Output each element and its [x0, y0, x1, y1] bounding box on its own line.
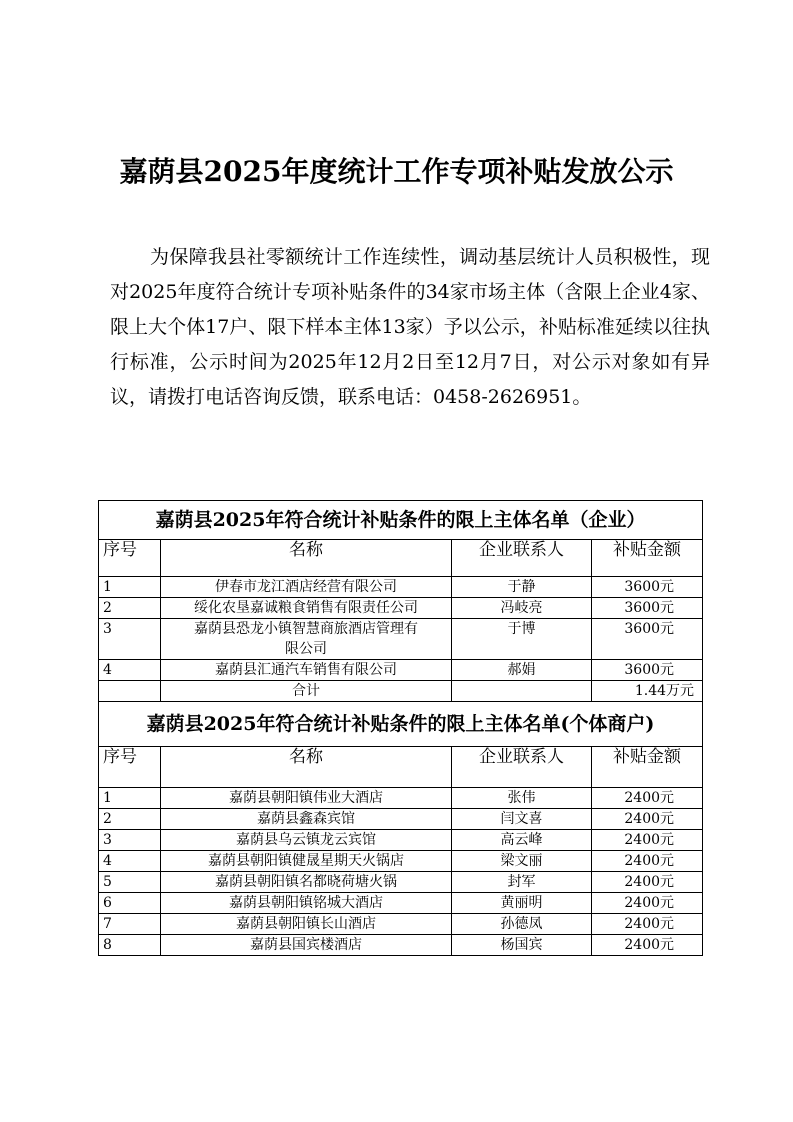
row-contact: 黄丽明 [452, 893, 592, 914]
row-name: 嘉荫县朝阳镇名都晓荷塘火锅 [161, 872, 452, 893]
row-amount: 2400元 [592, 809, 703, 830]
table2-header-name: 名称 [161, 747, 452, 788]
row-name: 嘉荫县汇通汽车销售有限公司 [161, 660, 452, 681]
table-row [99, 872, 703, 893]
row-amount: 3600元 [592, 660, 703, 681]
table-row [99, 851, 703, 872]
row-contact: 梁文丽 [452, 851, 592, 872]
row-contact: 高云峰 [452, 830, 592, 851]
row-contact: 孙德凤 [452, 914, 592, 935]
row-amount: 3600元 [592, 619, 703, 660]
row-contact: 杨国宾 [452, 935, 592, 956]
table-row [99, 660, 703, 681]
row-contact: 冯岐亮 [452, 598, 592, 619]
row-amount: 3600元 [592, 577, 703, 598]
row-amount: 2400元 [592, 851, 703, 872]
row-name: 嘉荫县鑫森宾馆 [161, 809, 452, 830]
row-contact: 于博 [452, 619, 592, 660]
row-no: 3 [99, 619, 161, 660]
table-row [99, 577, 703, 598]
row-name: 嘉荫县国宾楼酒店 [161, 935, 452, 956]
table1-header-name: 名称 [161, 540, 452, 577]
row-name: 绥化农垦嘉诚粮食销售有限责任公司 [161, 598, 452, 619]
row-name: 嘉荫县朝阳镇健晟星期天火锅店 [161, 851, 452, 872]
row-no: 1 [99, 788, 161, 809]
row-no: 8 [99, 935, 161, 956]
total-contact-cell [452, 681, 592, 702]
subsidy-table-body [99, 501, 703, 956]
table-row [99, 914, 703, 935]
table1-header-row [99, 540, 703, 577]
table2-title-row [99, 702, 703, 747]
total-no-cell [99, 681, 161, 702]
table2-header-row [99, 747, 703, 788]
table-row [99, 619, 703, 660]
row-amount: 2400元 [592, 788, 703, 809]
table-row [99, 598, 703, 619]
row-contact: 张伟 [452, 788, 592, 809]
table2-header-no: 序号 [99, 747, 161, 788]
row-amount: 2400元 [592, 893, 703, 914]
row-no: 5 [99, 872, 161, 893]
table1-total-row [99, 681, 703, 702]
row-amount: 2400元 [592, 935, 703, 956]
table2-header-amount: 补贴金额 [592, 747, 703, 788]
row-contact: 郝娟 [452, 660, 592, 681]
row-no: 3 [99, 830, 161, 851]
row-contact: 于静 [452, 577, 592, 598]
total-label: 合计 [161, 681, 452, 702]
table1-header-amount: 补贴金额 [592, 540, 703, 577]
document-title: 嘉荫县2025年度统计工作专项补贴发放公示 [119, 155, 674, 188]
table-row [99, 809, 703, 830]
row-no: 7 [99, 914, 161, 935]
row-no: 1 [99, 577, 161, 598]
row-name: 伊春市龙江酒店经营有限公司 [161, 577, 452, 598]
row-amount: 3600元 [592, 598, 703, 619]
total-amount: 1.44万元 [592, 681, 703, 702]
row-name: 嘉荫县朝阳镇伟业大酒店 [161, 788, 452, 809]
table1-header-contact: 企业联系人 [452, 540, 592, 577]
row-name: 嘉荫县朝阳镇铭城大酒店 [161, 893, 452, 914]
row-amount: 2400元 [592, 830, 703, 851]
row-no: 2 [99, 809, 161, 830]
table2-header-contact: 企业联系人 [452, 747, 592, 788]
row-no: 2 [99, 598, 161, 619]
table1-header-no: 序号 [99, 540, 161, 577]
table-row [99, 893, 703, 914]
table1-title-row [99, 501, 703, 540]
table-row [99, 935, 703, 956]
table-row [99, 788, 703, 809]
table-row [99, 830, 703, 851]
table1-title: 嘉荫县2025年符合统计补贴条件的限上主体名单（企业） [99, 501, 703, 540]
row-no: 4 [99, 660, 161, 681]
row-contact: 闫文喜 [452, 809, 592, 830]
subsidy-table [98, 500, 703, 956]
row-name: 嘉荫县乌云镇龙云宾馆 [161, 830, 452, 851]
row-name: 嘉荫县朝阳镇长山酒店 [161, 914, 452, 935]
announcement-paragraph: 为保障我县社零额统计工作连续性，调动基层统计人员积极性，现对2025年度符合统计专项补贴条件的34家市场主体（含限上企业4家、限上大个体17户、限下样本主体13家）予以公示，补贴标准延续以往执行标准，公示时间为2025年12月2日至12月7日，对公示对象如有异议，请拨打电话咨询反馈，联系电话：0458-2626951。 [110, 246, 710, 408]
row-no: 4 [99, 851, 161, 872]
row-contact: 封军 [452, 872, 592, 893]
row-no: 6 [99, 893, 161, 914]
row-name: 嘉荫县恐龙小镇智慧商旅酒店管理有限公司 [161, 619, 452, 660]
row-amount: 2400元 [592, 872, 703, 893]
table2-title: 嘉荫县2025年符合统计补贴条件的限上主体名单(个体商户) [99, 702, 703, 747]
row-amount: 2400元 [592, 914, 703, 935]
